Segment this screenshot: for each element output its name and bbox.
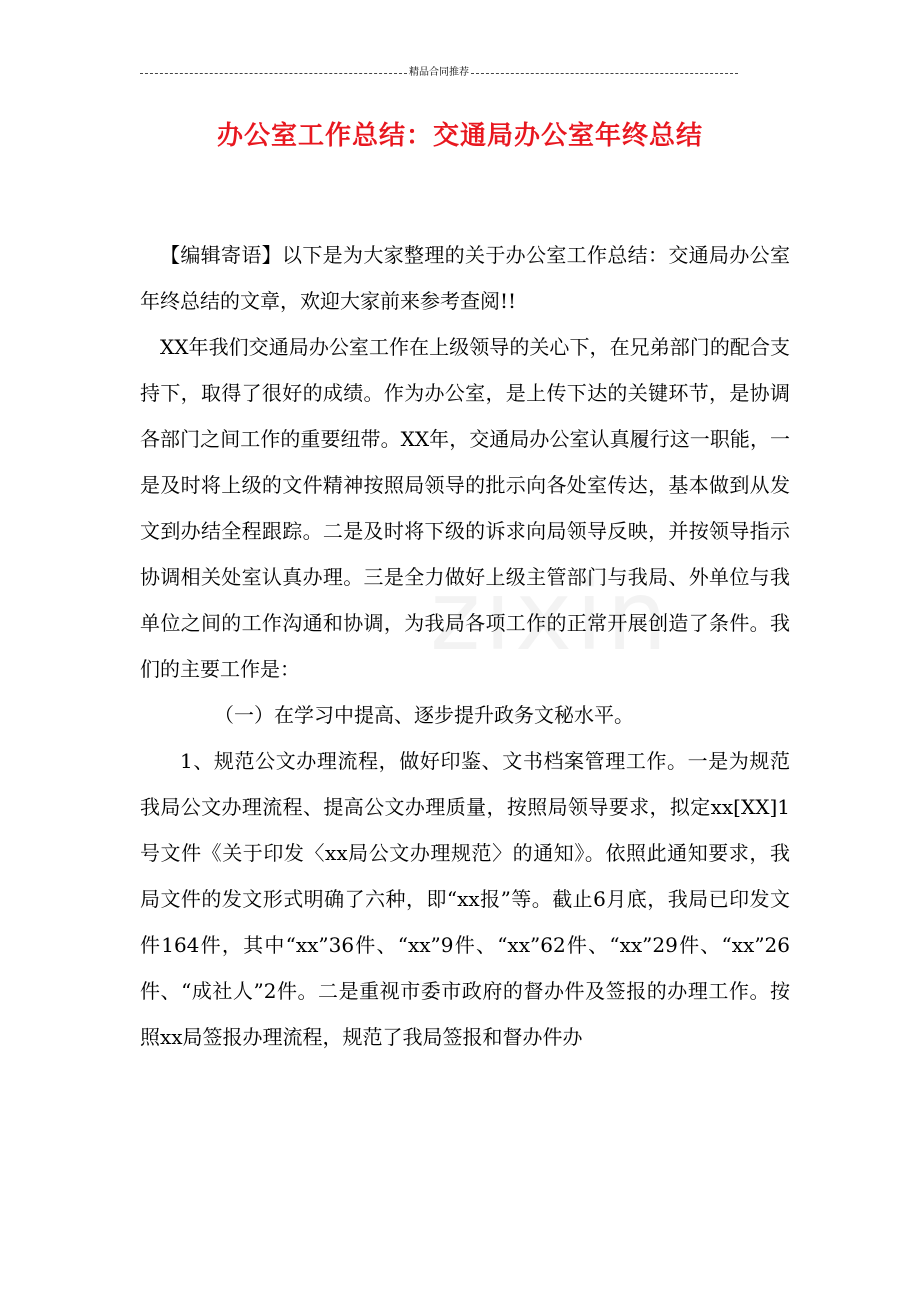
paragraph-editor-note: 【编辑寄语】以下是为大家整理的关于办公室工作总结：交通局办公室年终总结的文章，欢迎大家前来参考查阅!! (140, 243, 790, 313)
document-body (140, 232, 790, 1060)
paragraph-intro: XX年我们交通局办公室工作在上级领导的关心下，在兄弟部门的配合支持下，取得了很好的成绩。作为办公室，是上传下达的关键环节，是协调各部门之间工作的重要纽带。XX年，交通局办公室认真履行这一职能，一是及时将上级的文件精神按照局领导的批示向各处室传达，基本做到从发文到办结全程跟踪。二是及时将下级的诉求向局领导反映，并按领导指示协调相关处室认真办理。三是全力做好上级主管部门与我局、外单位与我单位之间的工作沟通和协调，为我局各项工作的正常开展创造了条件。我们的主要工作是： (140, 335, 790, 681)
header-dashed-line-left (140, 73, 407, 74)
document-title: 办公室工作总结：交通局办公室年终总结 (216, 121, 703, 151)
header-label: 精品合同推荐 (409, 67, 469, 78)
page-header (140, 66, 738, 80)
header-dashed-line-right (471, 73, 738, 74)
paragraph-item-1: 1、规范公文办理流程，做好印鉴、文书档案管理工作。一是为规范我局公文办理流程、提高公文办理质量，按照局领导要求，拟定xx[XX]1号文件《关于印发〈xx局公文办理规范〉的通知》。依照此通知要求，我局文件的发文形式明确了六种，即“xx报”等。截止6月底，我局已印发文件164件，其中“xx”36件、“xx”9件、“xx”62件、“xx”29件、“xx”26件、“成社人”2件。二是重视市委市政府的督办件及签报的办理工作。按照xx局签报办理流程，规范了我局签报和督办件办 (140, 749, 790, 1049)
section-heading-1: （一）在学习中提高、逐步提升政务文秘水平。 (214, 703, 634, 727)
